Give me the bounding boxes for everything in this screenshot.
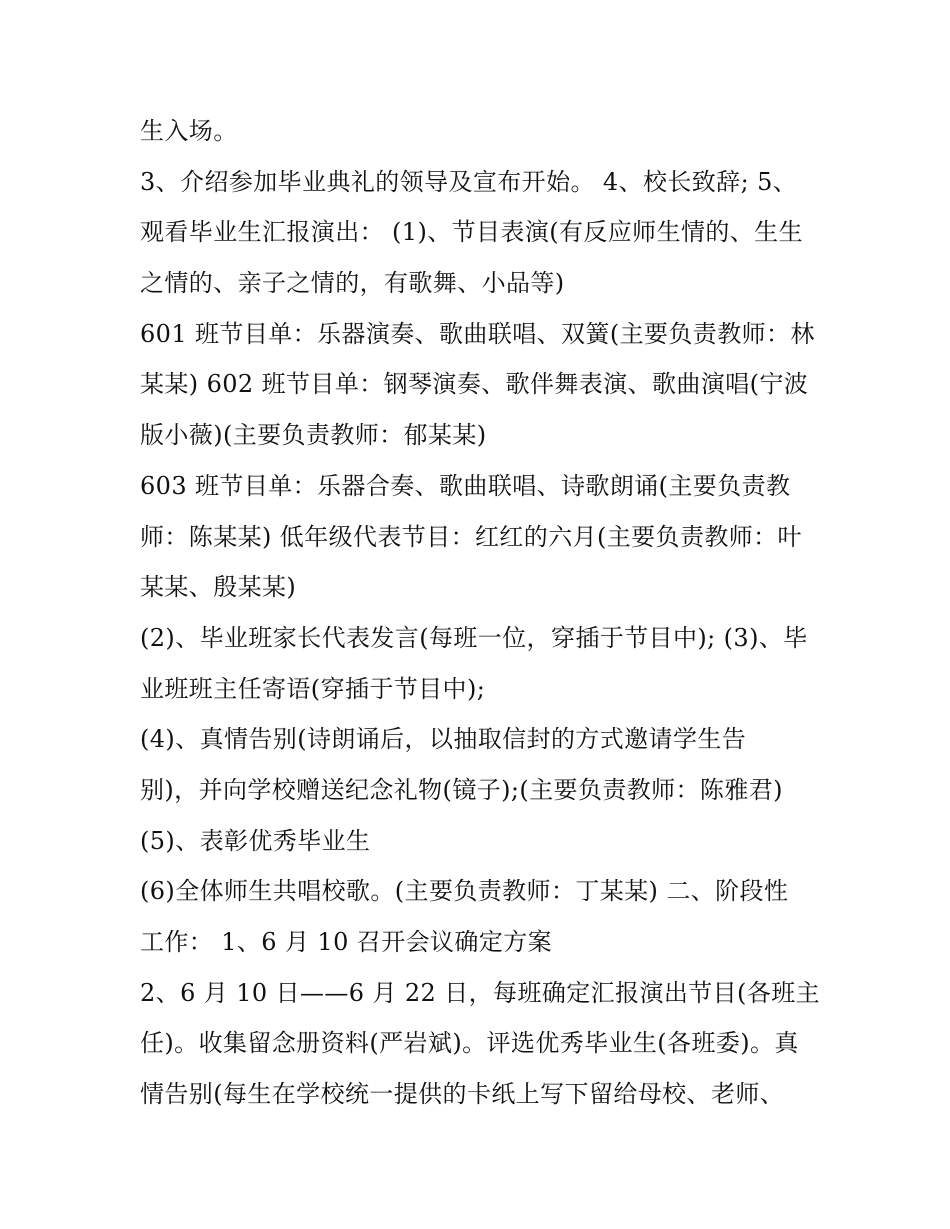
text-line: 生入场。 (140, 117, 238, 145)
text-line: (6)全体师生共唱校歌。(主要负责教师：丁某某) 二、阶段性 (140, 877, 789, 906)
text-line: 观看毕业生汇报演出： (1)、节目表演(有反应师生情的、生生 (140, 218, 803, 247)
text-line: 某某、殷某某) (140, 573, 297, 602)
text-line: 任)。收集留念册资料(严岩斌)。评选优秀毕业生(各班委)。真 (140, 1029, 799, 1058)
text-line: (4)、真情告别(诗朗诵后，以抽取信封的方式邀请学生告 (140, 725, 747, 754)
text-line: (5)、表彰优秀毕业生 (140, 826, 371, 855)
text-line: 师：陈某某) 低年级代表节目：红红的六月(主要负责教师：叶 (140, 522, 802, 551)
text-line: 603 班节目单：乐器合奏、歌曲联唱、诗歌朗诵(主要负责教 (140, 471, 791, 500)
text-line: 别)，并向学校赠送纪念礼物(镜子);(主要负责教师：陈雅君) (140, 775, 783, 804)
document-body (140, 106, 820, 1120)
text-line: (2)、毕业班家长代表发言(每班一位，穿插于节目中); (3)、毕 (140, 623, 808, 652)
text-line: 之情的、亲子之情的，有歌舞、小品等) (140, 269, 565, 298)
text-line: 工作： 1、6 月 10 召开会议确定方案 (140, 928, 552, 956)
text-line: 601 班节目单：乐器演奏、歌曲联唱、双簧(主要负责教师：林 (140, 319, 815, 348)
text-line: 3、介绍参加毕业典礼的领导及宣布开始。 4、校长致辞; 5、 (140, 167, 798, 196)
text-line: 情告别(每生在学校统一提供的卡纸上写下留给母校、老师、 (140, 1080, 785, 1109)
text-line: 版小薇)(主要负责教师：郁某某) (140, 421, 487, 450)
text-line: 某某) 602 班节目单：钢琴演奏、歌伴舞表演、歌曲演唱(宁波 (140, 370, 809, 399)
text-line: 业班班主任寄语(穿插于节目中); (140, 674, 486, 703)
text-line: 2、6 月 10 日——6 月 22 日，每班确定汇报演出节目(各班主 (140, 978, 821, 1007)
